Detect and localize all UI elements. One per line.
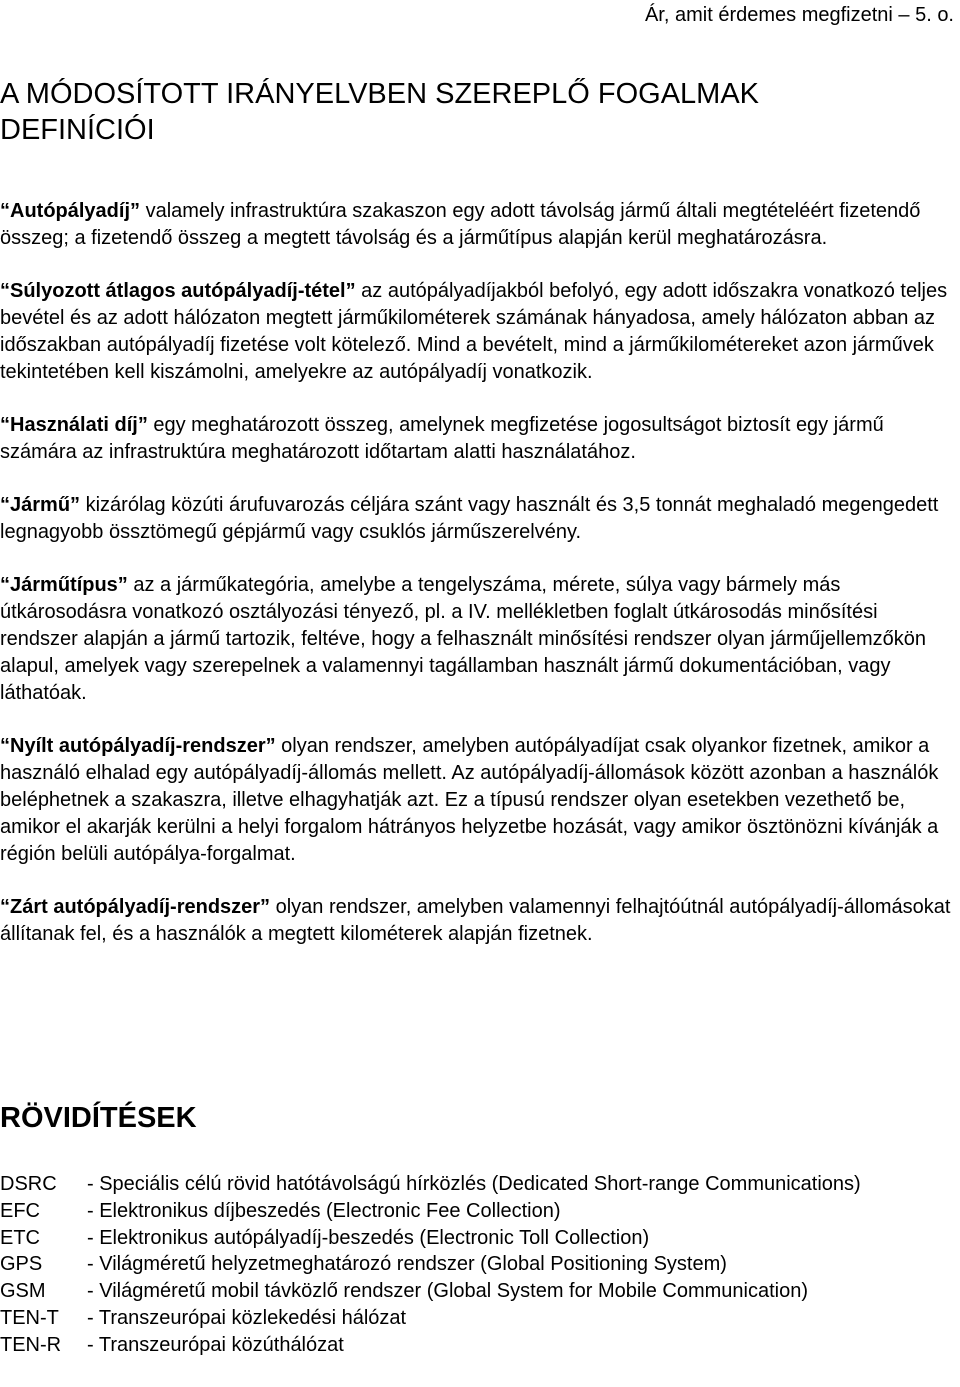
abbreviation-text: - Transzeurópai közlekedési hálózat [87,1306,407,1329]
definition-item [0,278,958,386]
definition-term: “Járműtípus” [0,574,128,596]
definition-text: kizárólag közúti árufuvarozás céljára szánt vagy használt és 3,5 tonnát meghaladó megengedett legnagyobb össztömegű gépjármű vagy csuklós járműszerelvény. [0,494,939,543]
abbreviation-code: DSRC [0,1173,57,1195]
abbreviation-row [0,1198,958,1225]
definition-term: “Súlyozott átlagos autópályadíj-tétel” [0,280,356,302]
definition-term: “Jármű” [0,494,81,516]
abbreviation-row [0,1332,958,1359]
abbreviation-text: - Elektronikus díjbeszedés (Electronic Fee Collection) [87,1199,561,1222]
abbreviation-text: - Világméretű mobil távközlő rendszer (Global System for Mobile Communication) [87,1280,809,1303]
definition-text: olyan rendszer, amelyben valamennyi felhajtóútnál autópályadíj-állomásokat állítanak fel, és a használók a megtett kilométerek alapján fizetnek. [0,896,951,945]
abbreviation-row [0,1225,958,1252]
definition-item [0,492,958,546]
abbreviation-row [0,1251,958,1278]
abbreviation-code: GSM [0,1280,46,1303]
abbreviation-code: TEN-R [0,1333,62,1356]
definition-text: az a járműkategória, amelybe a tengelyszáma, mérete, súlya vagy bármely más útkárosodásra vonatkozó osztályozási tényező, pl. a IV. mellékletben foglalt útkárosodás minősítési rendszer alapján a jármű tartozik, feltéve, hogy a felhasznált minősítési rendszer olyan járműjellemzőkön alapul, amelyek vagy szerepelnek a valamennyi tagállamban használt jármű dokumentációban, vagy láthatóak. [0,574,927,704]
definition-term: “Zárt autópályadíj-rendszer” [0,896,271,918]
definition-term: “Nyílt autópályadíj-rendszer” [0,735,276,757]
definition-item [0,572,958,707]
definition-item [0,733,958,868]
definition-term: “Használati díj” [0,414,148,436]
abbreviation-row [0,1278,958,1305]
abbreviations-list [0,1171,958,1359]
definition-text: olyan rendszer, amelyben autópályadíjat csak olyankor fizetnek, amikor a használó elhalad egy autópályadíj-állomás mellett. Az autópályadíj-állomások között azonban a használók beléphetnek a szakaszra, illetve elhagyhatják azt. Ez a típusú rendszer olyan esetekben vezethető be, amikor el akarják kerülni a helyi forgalom hátrányos helyzetbe hozását, vagy amikor ösztönözni kívánják a régión belüli autópálya-forgalmat. [0,735,939,865]
running-header: Ár, amit érdemes megfizetni – 5. o. [644,4,954,26]
abbreviation-code: TEN-T [0,1306,59,1329]
abbreviation-code: GPS [0,1253,43,1276]
definition-text: valamely infrastruktúra szakaszon egy adott távolság jármű általi megtételéért fizetendő összeg; a fizetendő összeg a megtett távolság és a járműtípus alapján kerül meghatározásra. [0,200,921,249]
definition-text: az autópályadíjakból befolyó, egy adott időszakra vonatkozó teljes bevétel és az adott hálózaton megtett járműkilométerek számának hányadosa, amely hálózaton abban az időszakban autópályadíj fizetése volt kötelező. Mind a bevételt, mind a járműkilométereket azon járművek tekintetében kell kiszámolni, amelyekre az autópályadíj vonatkozik. [0,280,948,383]
abbreviation-row [0,1171,958,1198]
abbreviation-text: - Elektronikus autópályadíj-beszedés (Electronic Toll Collection) [87,1226,650,1249]
definition-text: egy meghatározott összeg, amelynek megfizetése jogosultságot biztosít egy jármű számára az infrastruktúra meghatározott időtartam alatti használatához. [0,414,884,463]
abbreviation-row [0,1305,958,1332]
definition-item [0,894,958,948]
definitions-list [0,198,958,974]
definitions-title: A MÓDOSÍTOTT IRÁNYELVBEN SZEREPLŐ FOGALMAK DEFINÍCIÓI [0,78,760,146]
abbreviation-text: - Speciális célú rövid hatótávolságú hírközlés (Dedicated Short-range Communications) [87,1173,861,1195]
definition-item [0,198,958,252]
abbreviation-text: - Világméretű helyzetmeghatározó rendszer (Global Positioning System) [87,1253,727,1276]
abbreviation-text: - Transzeurópai közúthálózat [87,1333,344,1356]
definition-term: “Autópályadíj” [0,200,141,222]
abbreviation-code: ETC [0,1226,40,1249]
abbreviation-code: EFC [0,1199,40,1222]
abbreviations-title: RÖVIDÍTÉSEK [0,1102,197,1134]
definition-item [0,412,958,466]
